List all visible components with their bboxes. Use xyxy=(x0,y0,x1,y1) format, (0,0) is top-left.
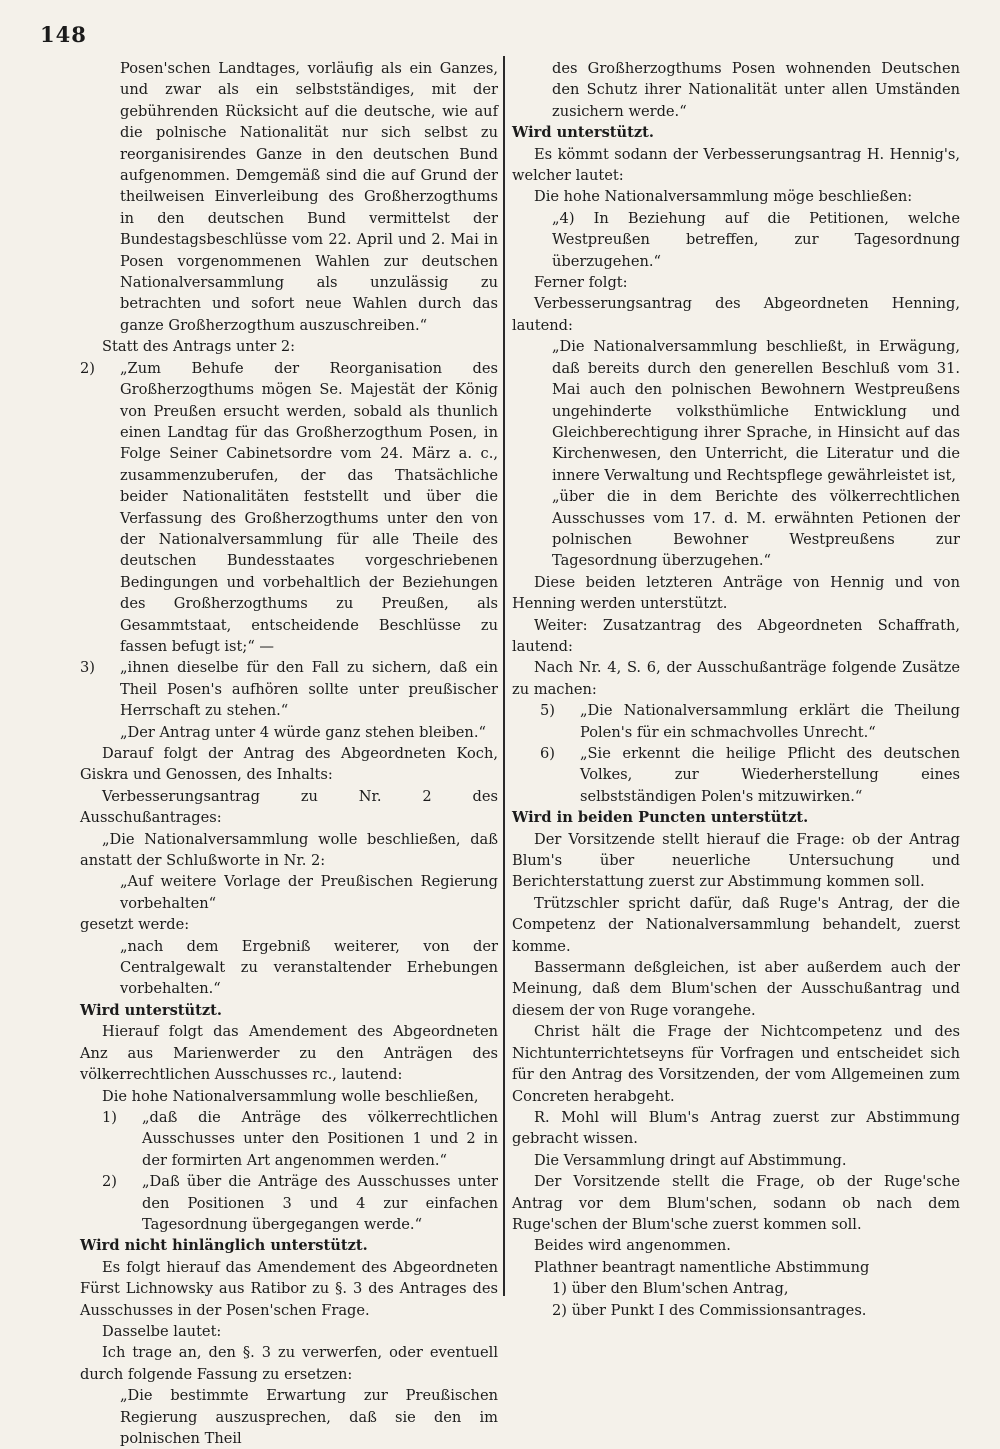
left-column xyxy=(80,58,498,1449)
numbered-item xyxy=(80,1107,498,1171)
paragraph: gesetzt werde: xyxy=(80,916,190,934)
paragraph: Trützschler spricht dafür, daß Ruge's Antrag, der die Competenz der Nationalversammlung behandelt, zuerst komme. xyxy=(512,894,960,955)
item-number: 5) xyxy=(540,702,555,720)
quote: „Die bestimmte Erwartung zur Preußischen Regierung auszusprechen, daß sie den im polnischen Theil xyxy=(120,1387,498,1447)
paragraph: Wird unterstützt. xyxy=(512,124,655,142)
paragraph: Es kömmt sodann der Verbesserungsantrag H. Hennig's, welcher lautet: xyxy=(512,145,960,185)
paragraph: Der Vorsitzende stellt die Frage, ob der Ruge'sche Antrag vor dem Blum'schen, sodann ob nach dem Ruge'schen der Blum'sche zuerst kommen soll. xyxy=(512,1173,960,1233)
paragraph: Weiter: Zusatzantrag des Abgeordneten Schaffrath, lautend: xyxy=(512,616,960,655)
item-number: 1) xyxy=(102,1108,117,1126)
item-text: „Sie erkennt die heilige Pflicht des deutschen Volkes, zur Wiederherstellung eines selbstständigen Polen's mitzuwirken.“ xyxy=(580,745,960,805)
numbered-item xyxy=(80,1171,498,1235)
item-text: „Die Nationalversammlung erklärt die Theilung Polen's für ein schmachvolles Unrecht.“ xyxy=(580,702,960,741)
paragraph: Wird unterstützt. xyxy=(80,1001,223,1019)
paragraph: Die hohe Nationalversammlung wolle beschließen, xyxy=(102,1087,479,1105)
paragraph: „Der Antrag unter 4 würde ganz stehen bleiben.“ xyxy=(120,723,486,741)
paragraph: Es folgt hierauf das Amendement des Abgeordneten Fürst Lichnowsky aus Ratibor zu §. 3 des Antrages des Ausschusses in der Posen'schen Frage. xyxy=(80,1258,498,1319)
paragraph: Dasselbe lautet: xyxy=(102,1322,222,1340)
paragraph: Posen'schen Landtages, vorläufig als ein Ganzes, und zwar als ein selbstständiges, mit der gebührenden Rücksicht auf die deutsche, wie auf die polnische Nationalität nur sich selbst zu reorganisirendes Ganze in den deutschen Bund aufgenommen. Demgemäß sind die auf Grund der theilweisen Einverleibung des Großherzogthums in den deutschen Bund vermittelst der Bundestagsbeschlüsse vom 22. April und 2. Mai in Posen vorgenommenen Wahlen zur deutschen Nationalversammlung als unzulässig zu betrachten und sofort neue Wahlen durch das ganze Großherzogthum auszuschreiben.“ xyxy=(120,60,498,334)
paragraph: Wird nicht hinlänglich unterstützt. xyxy=(80,1237,368,1255)
quote: „nach dem Ergebniß weiterer, von der Centralgewalt zu veranstaltender Erhebungen vorbehalten.“ xyxy=(120,937,498,998)
paragraph: Diese beiden letzteren Anträge von Hennig und von Henning werden unterstützt. xyxy=(512,573,960,613)
quote: „Die Nationalversammlung beschließt, in Erwägung, daß bereits durch den generellen Beschluß vom 31. Mai auch den polnischen Bewohnern Westpreußens ungehinderte volksthümliche Entwicklung und Gleichberechtigung ihrer Sprache, in Hinsicht auf das Kirchenwesen, den Unterricht, die Literatur und die innere Verwaltung und Rechtspflege gewährleistet ist, xyxy=(552,338,960,484)
right-column xyxy=(512,58,960,1321)
paragraph: Christ hält die Frage der Nichtcompetenz und des Nichtunterrichtetseyns für Vorfragen und entscheidet sich für den Antrag des Vorsitzenden, der vom Allgemeinen zum Concreten herabgeht. xyxy=(512,1023,960,1105)
numbered-item xyxy=(512,743,960,807)
column-divider xyxy=(503,56,505,1296)
list-item: 2) über Punkt I des Commissionsantrages. xyxy=(552,1301,867,1319)
paragraph: Nach Nr. 4, S. 6, der Ausschußanträge folgende Zusätze zu machen: xyxy=(512,659,960,698)
paragraph: Darauf folgt der Antrag des Abgeordneten Koch, Giskra und Genossen, des Inhalts: xyxy=(80,745,498,784)
item-text: „ihnen dieselbe für den Fall zu sichern, daß ein Theil Posen's aufhören sollte unter preußischer Herrschaft zu stehen.“ xyxy=(120,659,498,720)
paragraph: des Großherzogthums Posen wohnenden Deutschen den Schutz ihrer Nationalität unter allen Umständen zusichern werde.“ xyxy=(552,60,960,120)
paragraph: Der Vorsitzende stellt hierauf die Frage: ob der Antrag Blum's über neuerliche Untersuchung und Berichterstattung zuerst zur Abstimmung kommen soll. xyxy=(512,830,960,891)
paragraph: „Die Nationalversammlung wolle beschließen, daß anstatt der Schlußworte in Nr. 2: xyxy=(80,830,498,870)
paragraph: Verbesserungsantrag zu Nr. 2 des Ausschußantrages: xyxy=(80,787,498,827)
numbered-item xyxy=(512,700,960,743)
paragraph: Beides wird angenommen. xyxy=(534,1237,731,1255)
paragraph: Wird in beiden Puncten unterstützt. xyxy=(512,809,809,827)
paragraph: R. Mohl will Blum's Antrag zuerst zur Abstimmung gebracht wissen. xyxy=(512,1108,960,1148)
item-text: „Daß über die Anträge des Ausschusses unter den Positionen 3 und 4 zur einfachen Tagesordnung übergegangen werde.“ xyxy=(142,1173,498,1233)
page-number: 148 xyxy=(40,22,87,47)
item-number: 3) xyxy=(80,659,95,677)
item-number: 2) xyxy=(80,359,95,377)
paragraph: Bassermann deßgleichen, ist aber außerdem auch der Meinung, daß dem Blum'schen der Ausschußantrag und diesem der von Ruge vorangehe. xyxy=(512,959,960,1019)
numbered-item xyxy=(80,358,498,658)
paragraph: Die hohe Nationalversammlung möge beschließen: xyxy=(534,188,913,206)
paragraph: Hierauf folgt das Amendement des Abgeordneten Anz aus Marienwerder zu den Anträgen des völkerrechtlichen Ausschusses rc., lautend: xyxy=(80,1023,498,1084)
paragraph: Ich trage an, den §. 3 zu verwerfen, oder eventuell durch folgende Fassung zu ersetzen: xyxy=(80,1344,498,1383)
numbered-item xyxy=(80,657,498,721)
quote: „über die in dem Berichte des völkerrechtlichen Ausschusses vom 17. d. M. erwähnten Petionen der polnischen Bewohner Westpreußens zur Tagesordnung überzugehen.“ xyxy=(552,488,960,570)
item-number: 2) xyxy=(102,1173,117,1191)
paragraph: Verbesserungsantrag des Abgeordneten Henning, lautend: xyxy=(512,295,960,334)
paragraph: Ferner folgt: xyxy=(534,274,628,292)
item-text: „daß die Anträge des völkerrechtlichen Ausschusses unter den Positionen 1 und 2 in der formirten Art angenommen werden.“ xyxy=(142,1108,498,1169)
list-item: 1) über den Blum'schen Antrag, xyxy=(552,1280,789,1298)
paragraph: Plathner beantragt namentliche Abstimmung xyxy=(534,1258,870,1276)
item-number: 6) xyxy=(540,745,555,762)
paragraph: Die Versammlung dringt auf Abstimmung. xyxy=(534,1151,847,1169)
quote: „4) In Beziehung auf die Petitionen, welche Westpreußen betreffen, zur Tagesordnung überzugehen.“ xyxy=(552,209,960,270)
item-text: „Zum Behufe der Reorganisation des Großherzogthums mögen Se. Majestät der König von Preußen ersucht werden, sobald als thunlich einen Landtag für das Großherzogthum Posen, in Folge Seiner Cabinetsordre vom 24. März a. c., zusammenzuberufen, der das Thatsächliche beider Nationalitäten feststellt und über die Verfassung des Großherzogthums unter den von der Nationalversammlung für alle Theile des deutschen Bundesstaates vorgeschriebenen Bedingungen und vorbehaltlich der Beziehungen des Großherzogthums zu Preußen, als Gesammtstaat, entscheidende Beschlüsse zu fassen befugt ist;“ — xyxy=(120,359,498,655)
quote: „Auf weitere Vorlage der Preußischen Regierung vorbehalten“ xyxy=(120,873,498,912)
paragraph: Statt des Antrags unter 2: xyxy=(102,338,296,356)
